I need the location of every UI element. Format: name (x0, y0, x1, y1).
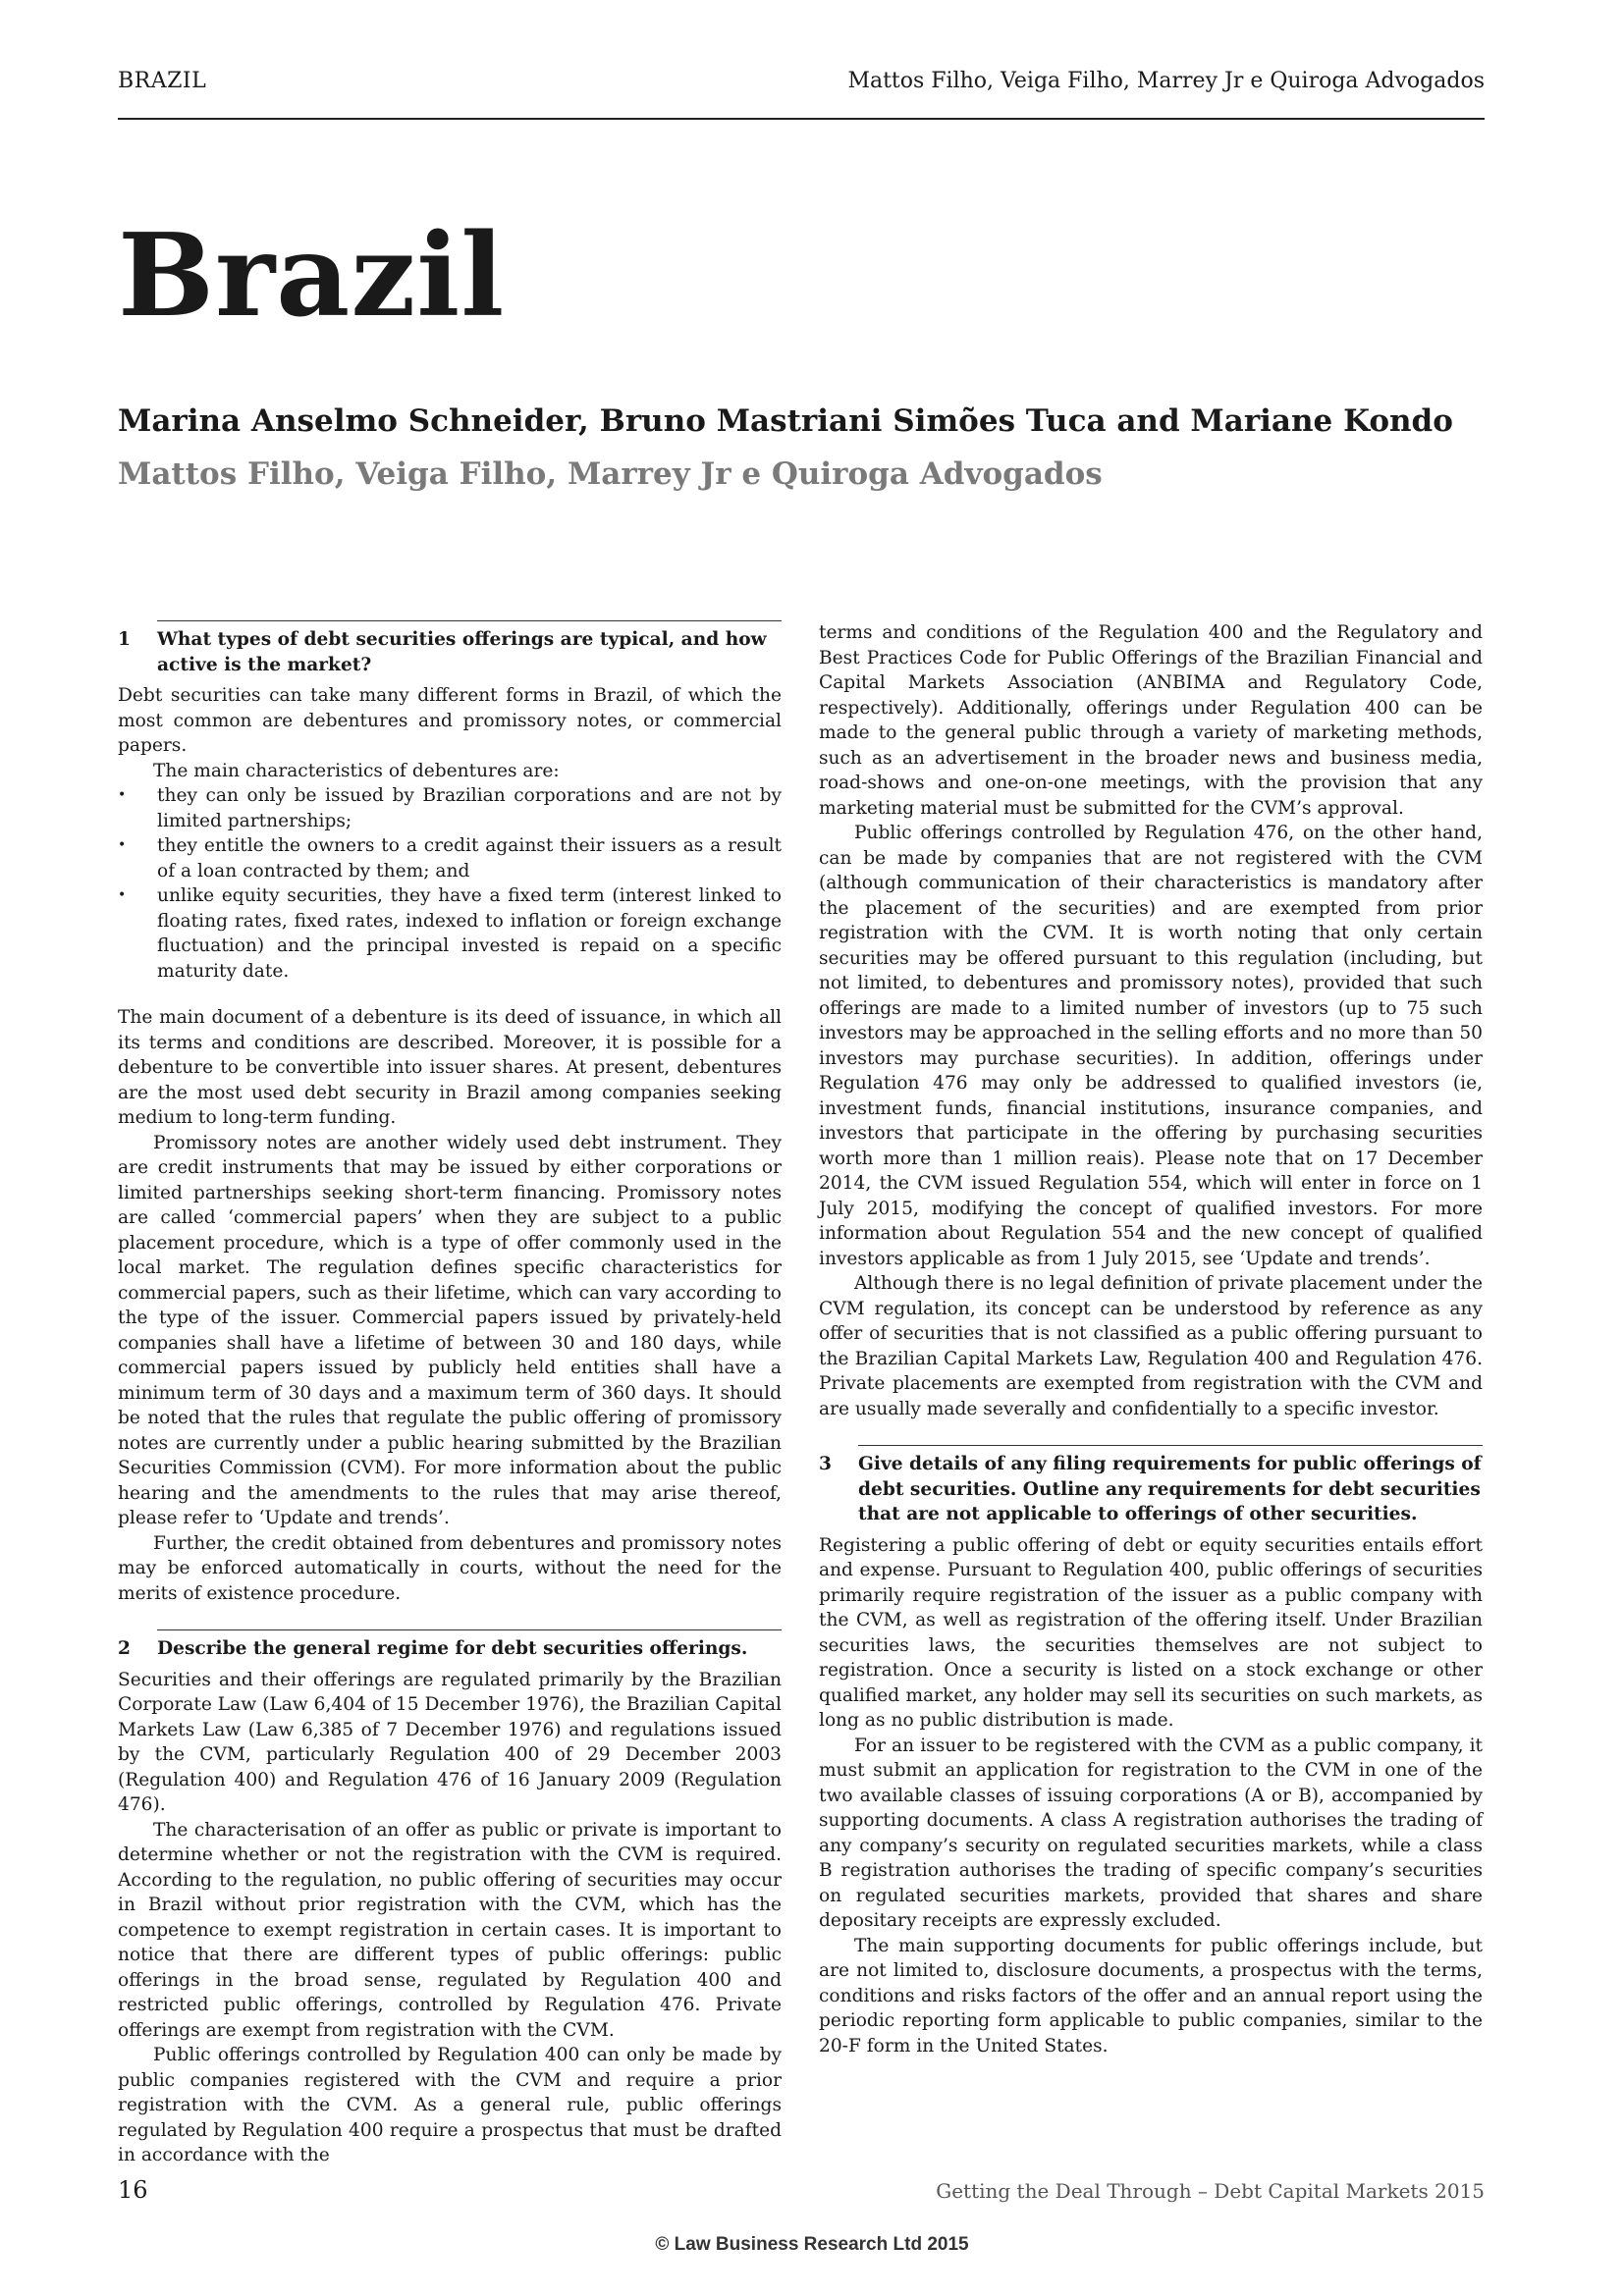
page-number: 16 (118, 2176, 148, 2204)
paragraph: Securities and their offerings are regulated primarily by the Brazilian Corporate Law (Law 6,404 of 15 December 1976), the Brazilian Capital Markets Law (Law 6,385 of 7 December 1976) and regulations issued by the CVM, particularly Regulation 400 of 29 December 2003 (Regulation 400) and Regulation 476 of 16 January 2009 (Regulation 476). (118, 1669, 782, 1815)
paragraph: Public offerings controlled by Regulation 476, on the other hand, can be made by companies that are not registered with the CVM (although communication of their characteristics is mandatory after the placement of the securities) and are exempted from prior registration with the CVM. It is worth noting that only certain securities may be offered pursuant to this regulation (including, but not limited, to debentures and promissory notes), provided that such offerings are made to a limited number of investors (up to 75 such investors may be approached in the selling efforts and no more than 50 investors may purchase securities). In addition, offerings under Regulation 476 may only be addressed to qualified investors (ie, investment funds, financial institutions, insurance companies, and investors that participate in the offering by purchasing securities worth more than 1 million reais). Please note that on 17 December 2014, the CVM issued Regulation 554, which will enter in force on 1 July 2015, modifying the concept of qualified investors. For more information about Regulation 554 and the new concept of qualified investors applicable as from 1 July 2015, see ‘Update and trends’. (819, 823, 1483, 1269)
paragraph: Registering a public offering of debt or equity securities entails effort and expense. Pursuant to Regulation 400, public offerings of securities primarily require registration of the issuer as a public company with the CVM, as well as registration of the offering itself. Under Brazilian securities laws, the securities themselves are not subject to registration. Once a security is listed on a stock exchange or other qualified market, any holder may sell its securities on such markets, as long as no public distribution is made. (819, 1534, 1483, 1731)
author-firm: Mattos Filho, Veiga Filho, Marrey Jr e Quiroga Advogados (118, 456, 1103, 492)
question-number: 2 (118, 1638, 131, 1659)
question-number: 1 (118, 629, 131, 650)
paragraph: For an issuer to be registered with the CVM as a public company, it must submit an application for registration to the CVM in one of the two available classes of issuing corporations (A or B), accompanied by supporting documents. A class A registration authorises the trading of any company’s security on regulated securities markets, while a class B registration authorises the trading of specific company’s securities on regulated securities markets, provided that shares and share depositary receipts are expressly excluded. (819, 1735, 1483, 1931)
question-heading (819, 1445, 1483, 1527)
right-column (819, 620, 1483, 2058)
paragraph: Debt securities can take many different forms in Brazil, of which the most common are debentures and promissory notes, or commercial papers. (118, 685, 782, 756)
header-country: BRAZIL (118, 69, 207, 93)
paragraph: terms and conditions of the Regulation 400 and the Regulatory and Best Practices Code for Public Offerings of the Brazilian Financial and Capital Markets Association (ANBIMA and Regulatory Code, respectively). Additionally, offerings under Regulation 400 can be made to the general public through a variety of marketing methods, such as an advertisement in the broader news and business media, road-shows and one-on-one meetings, with the provision that any marketing material must be submitted for the CVM’s approval. (819, 622, 1483, 819)
list-item: • unlike equity securities, they have a fixed term (interest linked to floating rates, fixed rates, indexed to inflation or foreign exchange fluctuation) and the principal invested is repaid on a specific maturity date. (118, 883, 782, 984)
question-heading (118, 620, 782, 677)
question-text: Describe the general regime for debt securities offerings. (157, 1638, 748, 1659)
header-firm: Mattos Filho, Veiga Filho, Marrey Jr e Quiroga Advogados (847, 69, 1485, 93)
running-header (118, 69, 1485, 120)
paragraph: The main document of a debenture is its deed of issuance, in which all its terms and conditions are described. Moreover, it is possible for a debenture to be convertible into issuer shares. At present, debentures are the most used debt security in Brazil among companies seeking medium to long-term funding. (118, 1007, 782, 1128)
question-heading (118, 1629, 782, 1662)
question-text: Give details of any filing requirements for public offerings of debt securities. Outline any requirements for debt securities that are not applicable to offerings of other securities. (858, 1454, 1482, 1524)
question-number: 3 (819, 1454, 832, 1474)
bullet-list (118, 783, 782, 984)
copyright-notice: © Law Business Research Ltd 2015 (655, 2234, 969, 2255)
list-item: • they can only be issued by Brazilian corporations and are not by limited partnerships; (118, 783, 782, 833)
left-column (118, 620, 782, 2168)
list-item: • they entitle the owners to a credit against their issuers as a result of a loan contracted by them; and (118, 833, 782, 883)
paragraph: The characterisation of an offer as public or private is important to determine whether or not the registration with the CVM is required. According to the regulation, no public offering of securities may occur in Brazil without prior registration with the CVM, which has the competence to exempt registration in certain cases. It is important to notice that there are different types of public offerings: public offerings in the broad sense, regulated by Regulation 400 and restricted public offerings, controlled by Regulation 476. Private offerings are exempt from registration with the CVM. (118, 1819, 782, 2041)
authors: Marina Anselmo Schneider, Bruno Mastriani Simões Tuca and Mariane Kondo (118, 403, 1453, 439)
chapter-title: Brazil (118, 209, 506, 343)
paragraph: Promissory notes are another widely used debt instrument. They are credit instruments that may be issued by either corporations or limited partnerships seeking short-term financing. Promissory notes are called ‘commercial papers’ when they are subject to a public placement procedure, which is a type of offer commonly used in the local market. The regulation defines specific characteristics for commercial papers, such as their lifetime, which can vary according to the type of the issuer. Commercial papers issued by privately-held companies shall have a lifetime of between 30 and 180 days, while commercial papers issued by publicly held entities shall have a minimum term of 30 days and a maximum term of 360 days. It should be noted that the rules that regulate the public offering of promissory notes are currently under a public hearing submitted by the Brazilian Securities Commission (CVM). For more information about the public hearing and the amendments to the rules that may arise thereof, please refer to ‘Update and trends’. (118, 1132, 782, 1528)
paragraph: The main supporting documents for public offerings include, but are not limited to, disclosure documents, a prospectus with the terms, conditions and risks factors of the offer and an annual report using the periodic reporting form applicable to public companies, similar to the 20-F form in the United States. (819, 1935, 1483, 2056)
series-title: Getting the Deal Through – Debt Capital Markets 2015 (936, 2179, 1485, 2203)
paragraph: Although there is no legal definition of private placement under the CVM regulation, its concept can be understood by reference as any offer of securities that is not classified as a public offering pursuant to the Brazilian Capital Markets Law, Regulation 400 and Regulation 476. Private placements are exempted from registration with the CVM and are usually made severally and confidentially to a specific investor. (819, 1273, 1483, 1419)
question-text: What types of debt securities offerings are typical, and how active is the market? (157, 629, 767, 675)
paragraph: The main characteristics of debentures are: (153, 760, 560, 781)
paragraph: Further, the credit obtained from debentures and promissory notes may be enforced automatically in courts, without the need for the merits of existence procedure. (118, 1532, 782, 1604)
paragraph: Public offerings controlled by Regulation 400 can only be made by public companies registered with the CVM and require a prior registration with the CVM. As a general rule, public offerings regulated by Regulation 400 require a prospectus that must be drafted in accordance with the (118, 2045, 782, 2165)
